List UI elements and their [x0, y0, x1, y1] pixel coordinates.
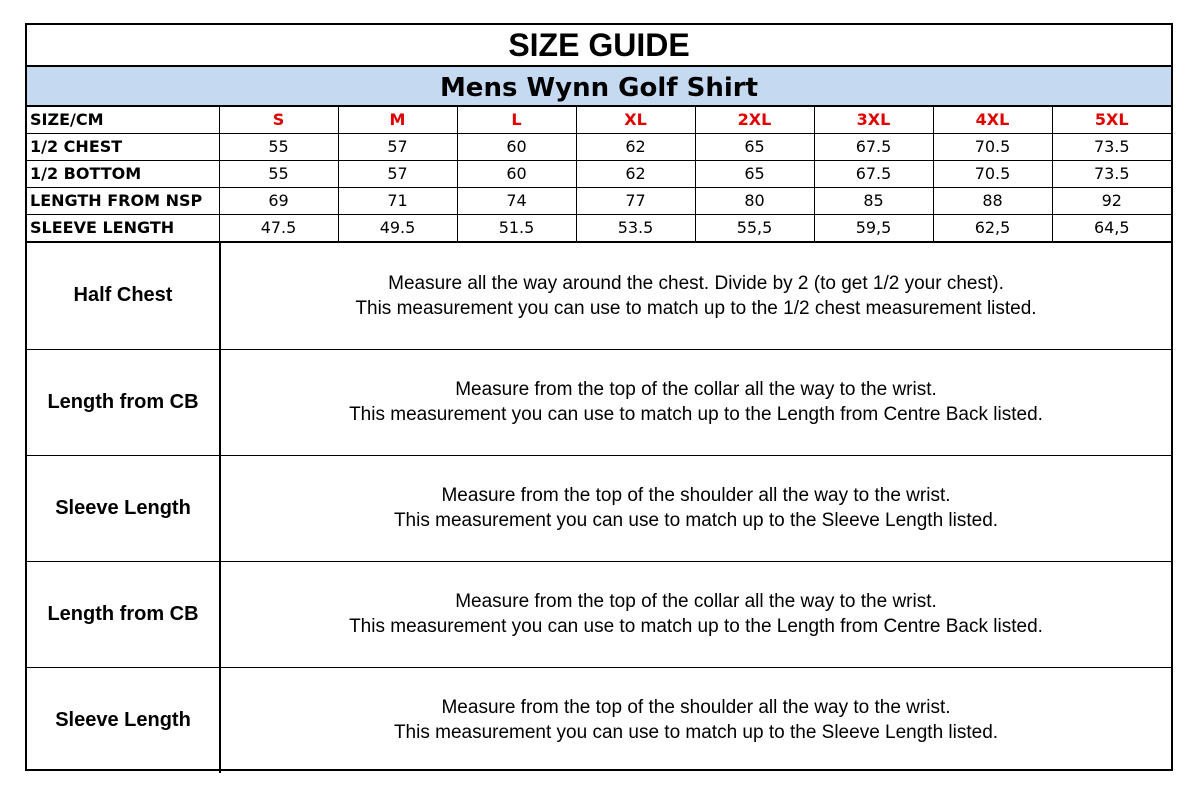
table-cell: 65 — [695, 161, 814, 188]
table-cell: 73.5 — [1052, 134, 1171, 161]
table-cell: 57 — [338, 161, 457, 188]
guide-line: This measurement you can use to match up to the Sleeve Length listed. — [393, 510, 999, 531]
guide-label: Sleeve Length — [27, 667, 220, 773]
table-cell: 88 — [933, 188, 1052, 215]
guide-line: Measure from the top of the collar all the way to the wrist. — [455, 591, 937, 612]
table-cell: 85 — [814, 188, 933, 215]
product-name: Mens Wynn Golf Shirt — [27, 67, 1171, 107]
guide-instructions — [220, 561, 1171, 667]
table-cell: 53.5 — [576, 215, 695, 243]
table-cell: 55,5 — [695, 215, 814, 243]
table-cell: 55 — [219, 161, 338, 188]
guide-label: Half Chest — [27, 243, 220, 349]
table-cell: 69 — [219, 188, 338, 215]
size-heading: 2XL — [695, 107, 814, 134]
guide-instructions — [220, 349, 1171, 455]
guide-label: Sleeve Length — [27, 455, 220, 561]
table-cell: 62 — [576, 134, 695, 161]
size-heading: M — [338, 107, 457, 134]
guide-line: Measure from the top of the collar all the way to the wrist. — [455, 379, 937, 400]
row-label: SLEEVE LENGTH — [27, 215, 219, 243]
table-cell: 62 — [576, 161, 695, 188]
table-row — [27, 161, 1171, 188]
row-label: 1/2 CHEST — [27, 134, 219, 161]
table-cell: 71 — [338, 188, 457, 215]
table-row — [27, 188, 1171, 215]
guide-line: Measure all the way around the chest. Divide by 2 (to get 1/2 your chest). — [388, 272, 1004, 294]
guide-line: This measurement you can use to match up to the 1/2 chest measurement listed. — [355, 297, 1037, 319]
guide-row — [27, 349, 1171, 455]
guide-label: Length from CB — [27, 349, 220, 455]
size-heading: L — [457, 107, 576, 134]
guide-row — [27, 455, 1171, 561]
table-cell: 62,5 — [933, 215, 1052, 243]
table-row — [27, 134, 1171, 161]
table-cell: 51.5 — [457, 215, 576, 243]
guide-line: This measurement you can use to match up to the Sleeve Length listed. — [393, 722, 999, 744]
table-cell: 60 — [457, 161, 576, 188]
table-cell: 70.5 — [933, 134, 1052, 161]
size-heading: 3XL — [814, 107, 933, 134]
guide-row — [27, 243, 1171, 349]
measurement-guide — [27, 243, 1171, 773]
table-cell: 67.5 — [814, 134, 933, 161]
table-row — [27, 215, 1171, 243]
table-cell: 59,5 — [814, 215, 933, 243]
size-heading: 4XL — [933, 107, 1052, 134]
table-cell: 67.5 — [814, 161, 933, 188]
row-label: 1/2 BOTTOM — [27, 161, 219, 188]
corner-label: SIZE/CM — [27, 107, 219, 134]
table-cell: 70.5 — [933, 161, 1052, 188]
table-cell: 49.5 — [338, 215, 457, 243]
guide-line: This measurement you can use to match up to the Length from Centre Back listed. — [349, 616, 1043, 637]
guide-line: Measure from the top of the shoulder all the way to the wrist. — [441, 697, 951, 719]
size-heading: 5XL — [1052, 107, 1171, 134]
table-cell: 80 — [695, 188, 814, 215]
guide-row — [27, 561, 1171, 667]
page-title: SIZE GUIDE — [27, 25, 1171, 67]
table-cell: 55 — [219, 134, 338, 161]
guide-instructions — [220, 243, 1171, 349]
guide-instructions — [220, 667, 1171, 773]
table-cell: 77 — [576, 188, 695, 215]
table-cell: 65 — [695, 134, 814, 161]
guide-instructions — [220, 455, 1171, 561]
guide-label: Length from CB — [27, 561, 220, 667]
size-heading: XL — [576, 107, 695, 134]
table-cell: 92 — [1052, 188, 1171, 215]
guide-line: Measure from the top of the shoulder all the way to the wrist. — [441, 485, 951, 506]
table-cell: 73.5 — [1052, 161, 1171, 188]
guide-row — [27, 667, 1171, 773]
table-cell: 47.5 — [219, 215, 338, 243]
size-table — [27, 107, 1171, 243]
size-heading: S — [219, 107, 338, 134]
table-cell: 57 — [338, 134, 457, 161]
table-cell: 74 — [457, 188, 576, 215]
size-header-row — [27, 107, 1171, 134]
table-cell: 60 — [457, 134, 576, 161]
guide-line: This measurement you can use to match up to the Length from Centre Back listed. — [349, 404, 1043, 425]
size-guide-sheet — [25, 23, 1173, 771]
table-cell: 64,5 — [1052, 215, 1171, 243]
row-label: LENGTH FROM NSP — [27, 188, 219, 215]
